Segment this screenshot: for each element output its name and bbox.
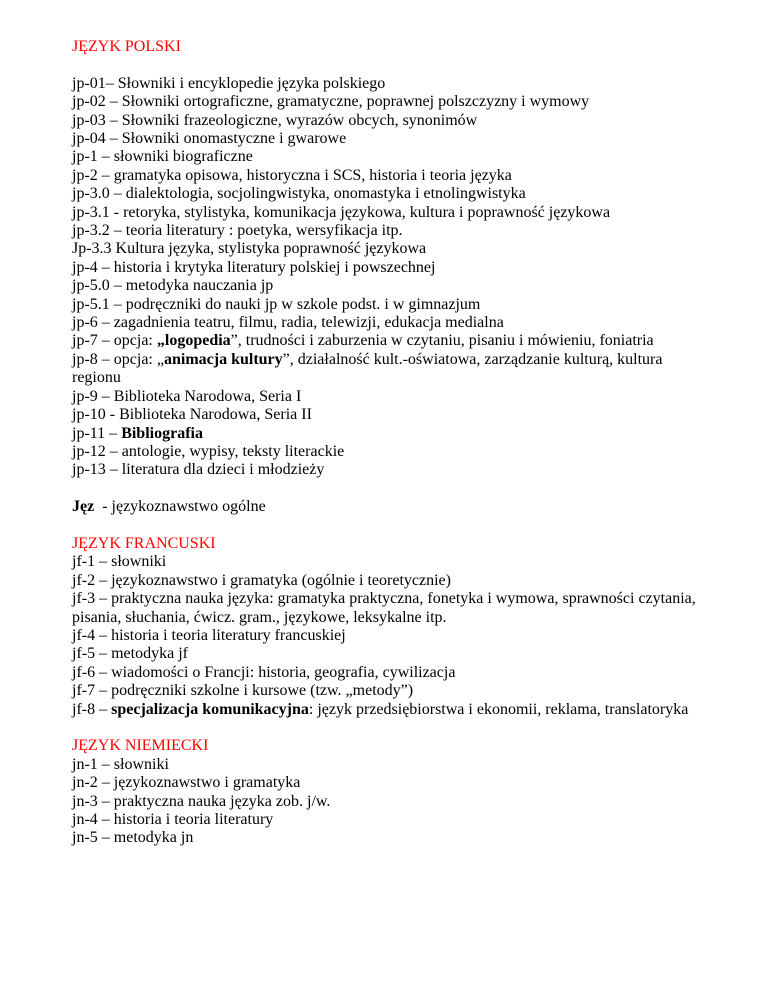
jez-line <box>72 498 712 516</box>
list-item: jp-5.1 – podręczniki do nauki jp w szkole podst. i w gimnazjum <box>72 295 481 313</box>
section-niemiecki <box>72 737 712 847</box>
list-item: jf-6 – wiadomości o Francji: historia, geografia, cywilizacja <box>72 663 456 681</box>
list-item-jp7 <box>72 332 712 350</box>
list-item: jn-4 – historia i teoria literatury <box>72 811 274 828</box>
jp7-bold: „logopedia <box>156 332 231 350</box>
list-item: jp-04 – Słowniki onomastyczne i gwarowe <box>72 130 347 148</box>
list-item: jn-5 – metodyka jn <box>72 829 194 847</box>
section-heading: JĘZYK FRANCUSKI <box>72 534 216 552</box>
list-item: jp-3.1 - retoryka, stylistyka, komunikacja językowa, kultura i poprawność językowa <box>72 203 611 221</box>
list-item: jp-1 – słowniki biograficzne <box>72 148 253 166</box>
list-item: jn-3 – praktyczna nauka języka zob. j/w. <box>72 792 331 810</box>
section-heading: JĘZYK POLSKI <box>72 38 181 55</box>
list-item: jf-4 – historia i teoria literatury francuskiej <box>72 626 346 644</box>
section-jez <box>72 498 712 516</box>
list-item: jp-4 – historia i krytyka literatury polskiej i powszechnej <box>72 258 436 276</box>
list-item: jn-1 – słowniki <box>72 755 169 773</box>
jp7-prefix: jp-7 – opcja: <box>72 332 157 350</box>
section-heading: JĘZYK NIEMIECKI <box>72 737 209 755</box>
list-item: jf-7 – podręczniki szkolne i kursowe (tzw. „metody”) <box>72 682 414 700</box>
list-item: jp-3.2 – teoria literatury : poetyka, wersyfikacja itp. <box>72 222 403 240</box>
jp8-prefix: jp-8 – opcja: „ <box>72 350 164 368</box>
jf8-suffix: : język przedsiębiorstwa i ekonomii, reklama, translatoryka <box>308 700 689 718</box>
jp8-bold: animacja kultury <box>163 350 283 368</box>
list-item: jp-13 – literatura dla dzieci i młodzieży <box>72 461 325 479</box>
spacer <box>72 56 712 74</box>
list-item: jf-1 – słowniki <box>72 553 167 571</box>
jez-rest: - językoznawstwo ogólne <box>94 498 266 516</box>
list-item: jp-01– Słowniki i encyklopedie języka polskiego <box>72 74 386 92</box>
list-item: jp-3.0 – dialektologia, socjolingwistyka, onomastyka i etnolingwistyka <box>72 185 526 203</box>
section-francuski <box>72 535 712 719</box>
list-item: jp-2 – gramatyka opisowa, historyczna i SCS, historia i teoria języka <box>72 166 512 184</box>
section-polski <box>72 38 712 480</box>
list-item: jp-12 – antologie, wypisy, teksty literackie <box>72 442 345 460</box>
list-item: jf-5 – metodyka jf <box>72 645 188 663</box>
list-item: jn-2 – językoznawstwo i gramatyka <box>72 774 301 792</box>
list-item: jp-02 – Słowniki ortograficzne, gramatyczne, poprawnej polszczyzny i wymowy <box>72 93 590 111</box>
jp11-bold: Bibliografia <box>121 424 203 442</box>
document-page <box>72 38 712 866</box>
list-item: jp-5.0 – metodyka nauczania jp <box>72 277 274 295</box>
list-item: jp-03 – Słowniki frazeologiczne, wyrazów obcych, synonimów <box>72 111 478 129</box>
list-item: jf-2 – językoznawstwo i gramatyka (ogólnie i teoretycznie) <box>72 571 451 589</box>
list-item: jp-9 – Biblioteka Narodowa, Seria I <box>72 387 302 405</box>
list-item-jp8 <box>72 351 712 388</box>
list-item-jf8 <box>72 701 712 719</box>
jf8-prefix: jf-8 – <box>72 700 112 718</box>
jp8-suffix: ”, działalność kult.-oświatowa, zarządzanie kulturą, kultura regionu <box>72 350 663 387</box>
list-item: Jp-3.3 Kultura języka, stylistyka poprawność językowa <box>72 240 427 258</box>
list-item: jp-6 – zagadnienia teatru, filmu, radia, telewizji, edukacja medialna <box>72 314 504 332</box>
jf8-bold: specjalizacja komunikacyjna <box>111 700 309 718</box>
jp11-prefix: jp-11 – <box>72 424 122 442</box>
list-item: jf-3 – praktyczna nauka języka: gramatyka praktyczna, fonetyka i wymowa, sprawności czytania, pisania, słuchania, ćwicz. gram., językowe, leksykalne itp. <box>72 590 696 626</box>
jez-bold: Jęz <box>72 498 95 516</box>
list-item: jp-10 - Biblioteka Narodowa, Seria II <box>72 406 312 424</box>
list-item-jp11 <box>72 425 712 443</box>
jp7-suffix: ”, trudności i zaburzenia w czytaniu, pisaniu i mówieniu, foniatria <box>230 332 654 350</box>
